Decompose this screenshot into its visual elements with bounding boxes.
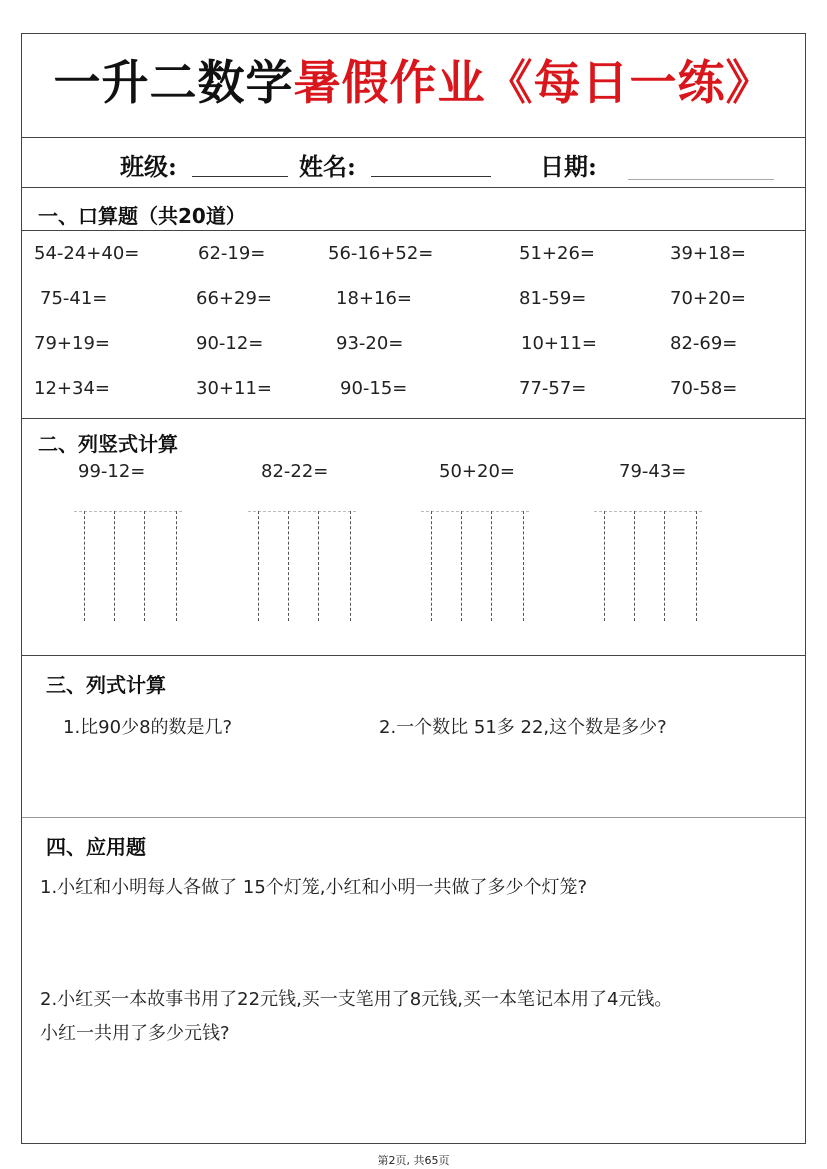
oral-problem: 39+18= xyxy=(670,243,746,264)
section1-heading: 一、口算题（共20道） xyxy=(38,204,246,228)
oral-problem: 77-57= xyxy=(519,378,587,399)
divider xyxy=(22,137,805,138)
divider xyxy=(22,655,805,656)
oral-problem: 56-16+52= xyxy=(328,243,434,264)
oral-problem: 75-41= xyxy=(40,288,108,309)
page-number: 第2页, 共65页 xyxy=(377,1154,450,1167)
oral-problem: 66+29= xyxy=(196,288,272,309)
class-blank[interactable] xyxy=(192,176,288,177)
section2-heading: 二、列竖式计算 xyxy=(38,432,178,456)
oral-problem: 30+11= xyxy=(196,378,272,399)
worksheet-page xyxy=(21,33,806,1144)
oral-problem: 54-24+40= xyxy=(34,243,140,264)
oral-problem: 93-20= xyxy=(336,333,404,354)
oral-problem: 90-12= xyxy=(196,333,264,354)
oral-problem: 79+19= xyxy=(34,333,110,354)
title-red-part: 暑假作业《每日一练》 xyxy=(293,56,774,111)
class-label: 班级: xyxy=(120,152,177,181)
title-black-part: 一升二数学 xyxy=(53,56,294,111)
divider xyxy=(22,187,805,188)
section4-heading: 四、应用题 xyxy=(46,835,146,859)
vertical-problem: 79-43= xyxy=(619,461,687,482)
section3-question-1: 1.比90少8的数是几? xyxy=(63,717,233,738)
oral-problem: 10+11= xyxy=(521,333,597,354)
section4-question-2-line-2: 小红一共用了多少元钱? xyxy=(40,1023,230,1044)
oral-problem: 90-15= xyxy=(340,378,408,399)
oral-problem: 82-69= xyxy=(670,333,738,354)
date-label: 日期: xyxy=(540,152,597,181)
oral-problem: 12+34= xyxy=(34,378,110,399)
oral-problem: 81-59= xyxy=(519,288,587,309)
oral-problem: 62-19= xyxy=(198,243,266,264)
oral-problem: 18+16= xyxy=(336,288,412,309)
oral-problem: 70-58= xyxy=(670,378,738,399)
name-blank[interactable] xyxy=(371,176,491,177)
vertical-problem: 99-12= xyxy=(78,461,146,482)
divider xyxy=(22,418,805,419)
oral-problem: 51+26= xyxy=(519,243,595,264)
divider xyxy=(22,230,805,231)
vertical-problem: 50+20= xyxy=(439,461,515,482)
divider xyxy=(22,817,805,818)
page-title xyxy=(22,56,805,112)
date-blank[interactable] xyxy=(628,179,774,180)
vertical-problem: 82-22= xyxy=(261,461,329,482)
section3-heading: 三、列式计算 xyxy=(46,673,166,697)
oral-problem: 70+20= xyxy=(670,288,746,309)
section3-question-2: 2.一个数比 51多 22,这个数是多少? xyxy=(379,717,667,738)
section4-question-2-line-1: 2.小红买一本故事书用了22元钱,买一支笔用了8元钱,买一本笔记本用了4元钱。 xyxy=(40,989,673,1010)
section4-question-1: 1.小红和小明每人各做了 15个灯笼,小红和小明一共做了多少个灯笼? xyxy=(40,877,588,898)
name-label: 姓名: xyxy=(299,152,356,181)
